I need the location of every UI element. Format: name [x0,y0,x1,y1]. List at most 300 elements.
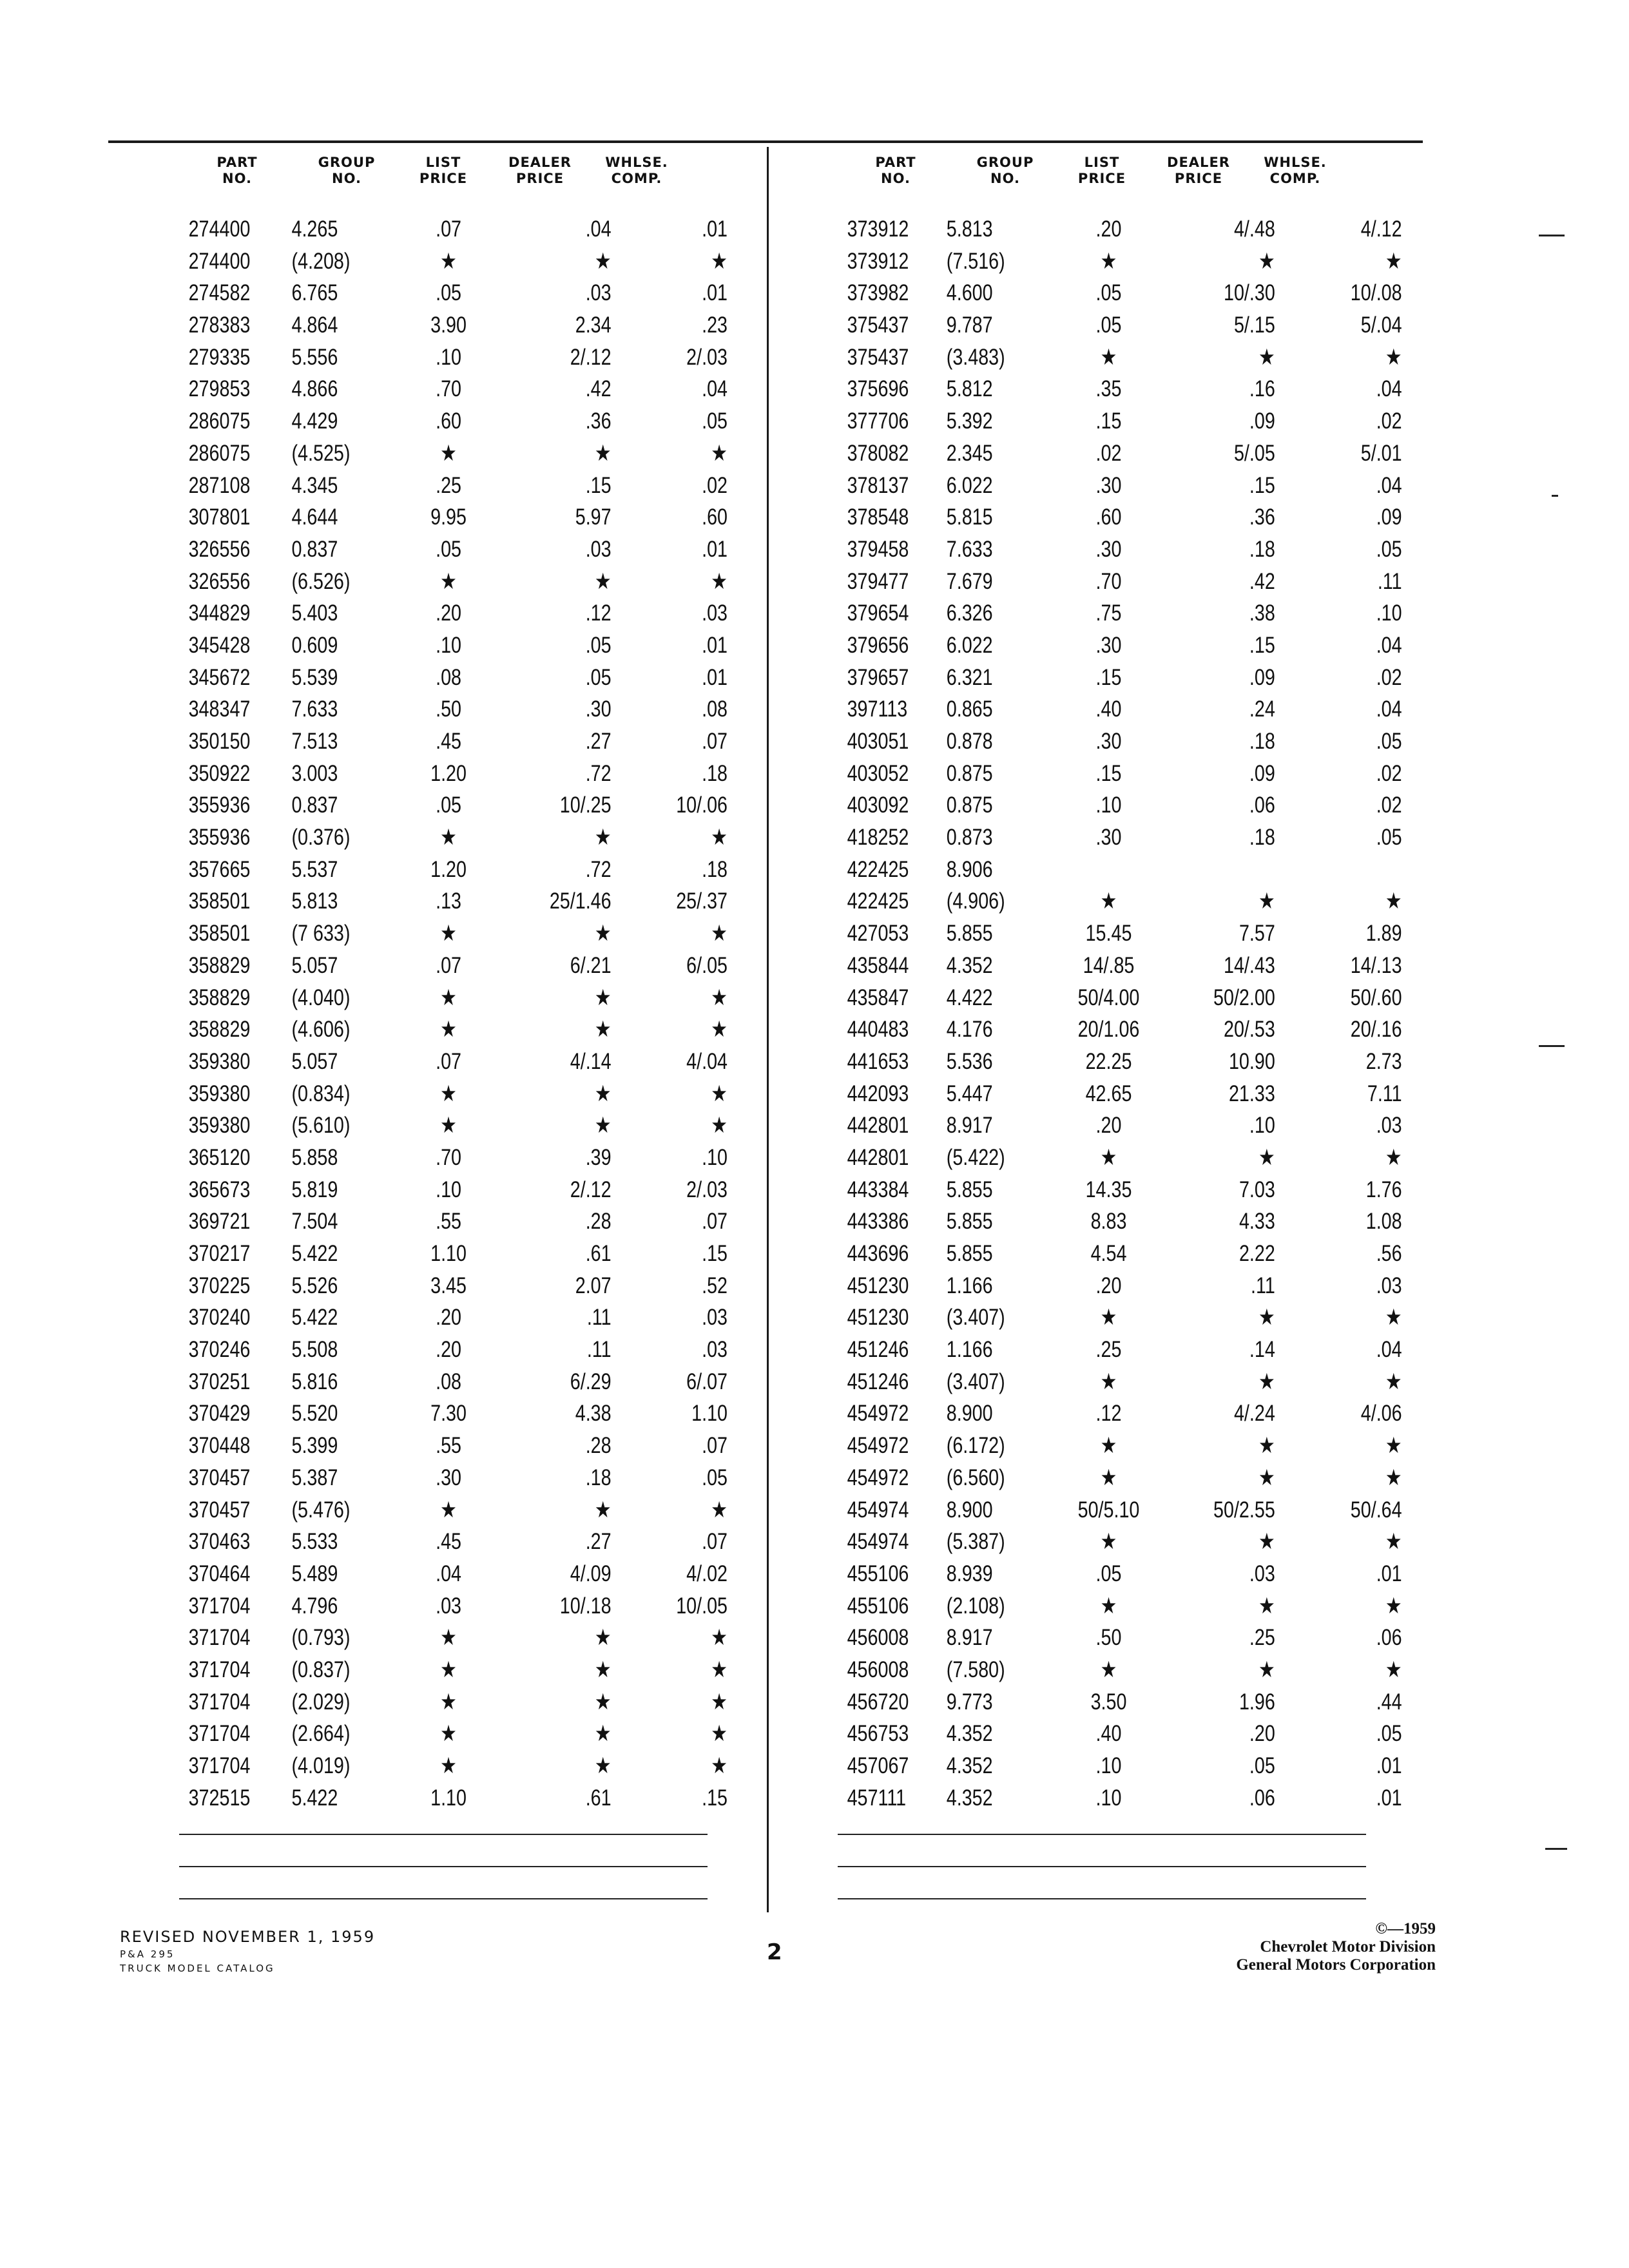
list-price-cell: ★ [1100,1144,1117,1170]
footer-publisher-block [1095,1920,1436,1974]
dealer-price-cell: .06 [1249,793,1275,818]
group-no-cell: 5.533 [291,1529,338,1555]
group-no-cell: 3.003 [291,760,338,786]
part-no-cell: 403092 [847,793,909,818]
part-no-cell: 440483 [847,1017,909,1043]
part-no-cell: 358501 [188,889,251,914]
group-no-cell: 2.345 [946,440,993,466]
list-price-cell: 15.45 [1085,921,1132,947]
group-no-cell: 5.813 [946,216,993,242]
dealer-price-cell: .36 [1249,505,1275,530]
header-list-price: LIST PRICE [419,155,468,186]
part-no-cell: 274582 [188,280,251,306]
whlse-comp-cell: .05 [1376,825,1402,850]
dealer-price-cell: 25/1.46 [549,889,612,914]
part-no-cell: 345672 [188,664,251,690]
list-price-cell: .30 [1095,632,1122,658]
group-no-cell: (2.664) [291,1721,351,1747]
list-price-cell: .08 [436,1369,461,1394]
group-no-cell: (7.516) [946,248,1005,274]
part-no-cell: 378082 [847,440,909,466]
list-price-cell: .07 [436,216,461,242]
list-price-cell: .45 [436,729,461,754]
group-no-cell: 5.855 [946,1209,993,1235]
dealer-price-cell: ★ [594,248,612,274]
list-price-cell: .20 [1095,216,1122,242]
part-no-cell: 442801 [847,1113,909,1139]
whlse-comp-cell: ★ [1385,1657,1402,1682]
group-no-cell: (4.040) [291,985,351,1010]
dealer-price-cell: ★ [594,1081,612,1106]
list-price-cell: ★ [440,1113,457,1139]
part-no-cell: 370448 [188,1433,251,1459]
whlse-comp-cell: .52 [702,1273,728,1298]
part-no-cell: 443696 [847,1241,909,1266]
group-no-cell: (4.906) [946,889,1005,914]
list-price-cell: .05 [436,280,461,306]
dealer-price-cell: 50/2.00 [1213,985,1275,1010]
part-no-cell: 274400 [188,248,251,274]
whlse-comp-cell: ★ [1385,1529,1402,1555]
dealer-price-cell: 7.03 [1239,1177,1275,1202]
whlse-comp-cell: ★ [1385,1144,1402,1170]
whlse-comp-cell: .04 [1376,376,1402,402]
dealer-price-cell: .28 [585,1209,612,1235]
whlse-comp-cell: 5/.04 [1360,312,1402,338]
part-no-cell: 375437 [847,312,909,338]
whlse-comp-cell: .01 [1376,1785,1402,1811]
dealer-price-cell: ★ [1258,1305,1275,1331]
whlse-comp-cell: 4/.12 [1360,216,1402,242]
whlse-comp-cell: ★ [1385,1465,1402,1490]
whlse-comp-cell: ★ [711,921,728,947]
group-no-cell: 7.633 [946,536,993,562]
part-no-cell: 371704 [188,1593,251,1619]
group-no-cell: 0.837 [291,536,338,562]
group-no-cell: 4.644 [291,505,338,530]
dealer-price-cell: .18 [1249,536,1275,562]
list-price-cell: 20/1.06 [1077,1017,1140,1043]
part-no-cell: 287108 [188,472,251,498]
part-no-cell: 355936 [188,793,251,818]
dealer-price-cell: .18 [585,1465,612,1490]
corporation-name: General Motors Corporation [1236,1956,1436,1974]
group-no-cell: 4.864 [291,312,338,338]
group-no-cell: 5.816 [291,1369,338,1394]
whlse-comp-cell: .03 [702,1305,728,1331]
whlse-comp-cell: .04 [702,376,728,402]
whlse-comp-cell: .11 [1377,568,1402,594]
part-no-cell: 456753 [847,1721,909,1747]
whlse-comp-cell: .04 [1376,697,1402,722]
part-no-cell: 441653 [847,1048,909,1074]
part-no-cell: 378137 [847,472,909,498]
list-price-cell: 3.90 [430,312,467,338]
dealer-price-cell: ★ [1258,889,1275,914]
list-price-cell: .30 [1095,472,1122,498]
group-no-cell: (3.407) [946,1369,1005,1394]
whlse-comp-cell: 14/.13 [1350,952,1402,978]
dealer-price-cell: .05 [585,664,612,690]
whlse-comp-cell: .07 [702,729,728,754]
whlse-comp-cell: 10/.06 [676,793,728,818]
copyright: ©—1959 [1375,1920,1436,1937]
dealer-price-cell: ★ [1258,1433,1275,1459]
dealer-price-cell: 1.96 [1239,1689,1275,1715]
dealer-price-cell: ★ [1258,344,1275,370]
group-no-cell: (6.172) [946,1433,1005,1459]
group-no-cell: (3.483) [946,344,1005,370]
whlse-comp-cell: 20/.16 [1350,1017,1402,1043]
whlse-comp-cell: ★ [711,1753,728,1778]
group-no-cell: 0.837 [291,793,338,818]
whlse-comp-cell: ★ [1385,1433,1402,1459]
dealer-price-cell: 21.33 [1228,1081,1275,1106]
whlse-comp-cell: .01 [702,216,728,242]
group-no-cell: 5.812 [946,376,993,402]
whlse-comp-cell: ★ [1385,1369,1402,1394]
whlse-comp-cell: .08 [702,697,728,722]
group-no-cell: 4.352 [946,1721,993,1747]
dealer-price-cell: .36 [585,408,612,434]
whlse-comp-cell: 10/.05 [676,1593,728,1619]
group-no-cell: 6.765 [291,280,338,306]
group-no-cell: 7.679 [946,568,993,594]
whlse-comp-cell: 4/.04 [686,1048,728,1074]
group-no-cell: 0.873 [946,825,993,850]
whlse-comp-cell: 2/.03 [686,1177,728,1202]
dealer-price-cell: ★ [594,1657,612,1682]
part-no-cell: 370240 [188,1305,251,1331]
list-price-cell: .35 [1095,376,1122,402]
list-price-cell: .04 [436,1561,461,1586]
whlse-comp-cell: .02 [1376,760,1402,786]
group-no-cell: 0.878 [946,729,993,754]
list-price-cell: .02 [1095,440,1122,466]
whlse-comp-cell: ★ [1385,1305,1402,1331]
group-no-cell: (5.422) [946,1144,1005,1170]
list-price-cell: .30 [1095,536,1122,562]
group-no-cell: 5.819 [291,1177,338,1202]
dealer-price-cell: 2.22 [1239,1241,1275,1266]
list-price-cell: 14.35 [1085,1177,1132,1202]
list-price-cell: .25 [436,472,461,498]
dealer-price-cell: ★ [594,568,612,594]
group-no-cell: (2.029) [291,1689,351,1715]
list-price-cell: .20 [1095,1273,1122,1298]
whlse-comp-cell: 1.10 [691,1401,728,1427]
whlse-comp-cell: ★ [711,1689,728,1715]
group-no-cell: 9.773 [946,1689,993,1715]
list-price-cell: ★ [440,825,457,850]
dealer-price-cell: .09 [1249,760,1275,786]
list-price-cell: .10 [436,344,461,370]
list-price-cell: .40 [1095,1721,1122,1747]
group-no-cell: 5.526 [291,1273,338,1298]
whlse-comp-cell: 2/.03 [686,344,728,370]
whlse-comp-cell: ★ [711,248,728,274]
group-no-cell: 7.513 [291,729,338,754]
list-price-cell: 3.45 [430,1273,467,1298]
dealer-price-cell: ★ [1258,248,1275,274]
list-price-cell: .10 [436,1177,461,1202]
blank-rule [179,1866,708,1867]
margin-mark [1552,495,1558,497]
whlse-comp-cell: .18 [702,856,728,882]
group-no-cell: (0.793) [291,1625,351,1651]
dealer-price-cell: 7.57 [1239,921,1275,947]
margin-mark [1539,235,1565,236]
group-no-cell: 0.865 [946,697,993,722]
dealer-price-cell: 4/.14 [570,1048,612,1074]
group-no-cell: 7.504 [291,1209,338,1235]
list-price-cell: .10 [1095,1785,1122,1811]
group-no-cell: (5.610) [291,1113,351,1139]
list-price-cell: 1.20 [430,856,467,882]
dealer-price-cell: .61 [585,1241,612,1266]
whlse-comp-cell: ★ [711,985,728,1010]
group-no-cell: 5.387 [291,1465,338,1490]
header-part-no: PART NO. [217,155,258,186]
margin-mark [1545,1848,1567,1850]
dealer-price-cell: 4.33 [1239,1209,1275,1235]
whlse-comp-cell: .10 [702,1144,728,1170]
dealer-price-cell: .72 [585,760,612,786]
group-no-cell: 5.057 [291,952,338,978]
group-no-cell: 5.556 [291,344,338,370]
dealer-price-cell: 4.38 [575,1401,612,1427]
dealer-price-cell: .38 [1249,601,1275,626]
list-price-cell: 14/.85 [1083,952,1135,978]
part-no-cell: 371704 [188,1689,251,1715]
dealer-price-cell: .42 [1249,568,1275,594]
dealer-price-cell: 10/.30 [1224,280,1275,306]
dealer-price-cell: .27 [585,729,612,754]
list-price-cell: .30 [436,1465,461,1490]
group-no-cell: 0.609 [291,632,338,658]
part-no-cell: 370225 [188,1273,251,1298]
list-price-cell: 1.20 [430,760,467,786]
whlse-comp-cell: .02 [1376,664,1402,690]
part-no-cell: 365673 [188,1177,251,1202]
group-no-cell: 1.166 [946,1273,993,1298]
whlse-comp-cell: 10/.08 [1350,280,1402,306]
list-price-cell: ★ [440,985,457,1010]
group-no-cell: 5.403 [291,601,338,626]
list-price-cell: .10 [1095,1753,1122,1778]
group-no-cell: (7.580) [946,1657,1005,1682]
dealer-price-cell: ★ [1258,1529,1275,1555]
dealer-price-cell: .16 [1249,376,1275,402]
whlse-comp-cell: .01 [702,536,728,562]
part-no-cell: 435847 [847,985,909,1010]
part-no-cell: 375437 [847,344,909,370]
whlse-comp-cell: ★ [711,568,728,594]
list-price-cell: .30 [1095,825,1122,850]
group-no-cell: 6.022 [946,472,993,498]
group-no-cell: 4.352 [946,952,993,978]
dealer-price-cell: .18 [1249,825,1275,850]
part-no-cell: 370246 [188,1337,251,1363]
header-dealer-price: DEALER PRICE [1167,155,1230,186]
whlse-comp-cell: 1.08 [1365,1209,1402,1235]
whlse-comp-cell: ★ [711,1497,728,1523]
list-price-cell: 50/4.00 [1077,985,1140,1010]
group-no-cell: 1.166 [946,1337,993,1363]
group-no-cell: 4.600 [946,280,993,306]
dealer-price-cell: ★ [594,1113,612,1139]
list-price-cell: .05 [1095,1561,1122,1586]
group-no-cell: 5.399 [291,1433,338,1459]
list-price-cell: ★ [1100,1593,1117,1619]
group-no-cell: 5.520 [291,1401,338,1427]
part-no-cell: 372515 [188,1785,251,1811]
dealer-price-cell: .11 [1251,1273,1275,1298]
dealer-price-cell: 5.97 [575,505,612,530]
dealer-price-cell: ★ [594,1497,612,1523]
revised-date: REVISED NOVEMBER 1, 1959 [120,1928,376,1946]
part-no-cell: 370464 [188,1561,251,1586]
part-no-cell: 375696 [847,376,909,402]
part-no-cell: 456008 [847,1625,909,1651]
group-no-cell: (6.526) [291,568,351,594]
part-no-cell: 326556 [188,568,251,594]
part-no-cell: 442093 [847,1081,909,1106]
whlse-comp-cell: ★ [1385,344,1402,370]
part-no-cell: 357665 [188,856,251,882]
part-no-cell: 422425 [847,856,909,882]
group-no-cell: 5.422 [291,1785,338,1811]
whlse-comp-cell: .18 [702,760,728,786]
group-no-cell: (0.376) [291,825,351,850]
part-no-cell: 435844 [847,952,909,978]
whlse-comp-cell: 50/.60 [1350,985,1402,1010]
blank-rule [838,1866,1366,1867]
list-price-cell: .60 [1095,505,1122,530]
group-no-cell: 5.057 [291,1048,338,1074]
whlse-comp-cell: 6/.07 [686,1369,728,1394]
dealer-price-cell: .03 [585,280,612,306]
part-no-cell: 454974 [847,1529,909,1555]
part-no-cell: 454972 [847,1401,909,1427]
list-price-cell: ★ [440,1753,457,1778]
group-no-cell: 5.447 [946,1081,993,1106]
dealer-price-cell: 4/.09 [570,1561,612,1586]
catalog-name: TRUCK MODEL CATALOG [120,1963,275,1974]
part-no-cell: 371704 [188,1753,251,1778]
header-group-no: GROUP NO. [976,155,1034,186]
whlse-comp-cell: .15 [702,1241,728,1266]
dealer-price-cell: .20 [1249,1721,1275,1747]
group-no-cell: (4.019) [291,1753,351,1778]
group-no-cell: 5.539 [291,664,338,690]
list-price-cell: .20 [436,1337,461,1363]
dealer-price-cell: .25 [1249,1625,1275,1651]
dealer-price-cell: .15 [1249,632,1275,658]
group-no-cell: 0.875 [946,760,993,786]
dealer-price-cell: 10/.25 [559,793,612,818]
dealer-price-cell: .28 [585,1433,612,1459]
list-price-cell: ★ [1100,1465,1117,1490]
header-whlse-comp: WHLSE. COMP. [1264,155,1327,186]
part-no-cell: 344829 [188,601,251,626]
list-price-cell: ★ [1100,1529,1117,1555]
whlse-comp-cell: ★ [711,1657,728,1682]
group-no-cell: (4.525) [291,440,351,466]
part-no-cell: 454974 [847,1497,909,1523]
part-no-cell: 286075 [188,408,251,434]
group-no-cell: (5.476) [291,1497,351,1523]
dealer-price-cell: .39 [585,1144,612,1170]
dealer-price-cell: .72 [585,856,612,882]
catalog-code: P&A 295 [120,1948,175,1960]
whlse-comp-cell: ★ [711,825,728,850]
part-no-cell: 377706 [847,408,909,434]
part-no-cell: 370457 [188,1497,251,1523]
dealer-price-cell: 10/.18 [559,1593,612,1619]
whlse-comp-cell: 4/.06 [1360,1401,1402,1427]
dealer-price-cell: 14/.43 [1224,952,1275,978]
blank-rule [838,1834,1366,1835]
list-price-cell: .05 [436,793,461,818]
part-no-cell: 451246 [847,1369,909,1394]
part-no-cell: 370429 [188,1401,251,1427]
group-no-cell: 4.866 [291,376,338,402]
group-no-cell: 4.345 [291,472,338,498]
list-price-cell: 4.54 [1090,1241,1127,1266]
part-no-cell: 379477 [847,568,909,594]
dealer-price-cell: .03 [1249,1561,1275,1586]
whlse-comp-cell: ★ [711,1113,728,1139]
part-no-cell: 358829 [188,1017,251,1043]
list-price-cell: 50/5.10 [1077,1497,1140,1523]
list-price-cell: ★ [440,1689,457,1715]
dealer-price-cell: .05 [1249,1753,1275,1778]
group-no-cell: (5.387) [946,1529,1005,1555]
part-no-cell: 358501 [188,921,251,947]
part-no-cell: 373912 [847,216,909,242]
blank-rule [179,1898,708,1899]
part-no-cell: 443384 [847,1177,909,1202]
part-no-cell: 370463 [188,1529,251,1555]
group-no-cell: 5.855 [946,1177,993,1202]
whlse-comp-cell: 1.76 [1365,1177,1402,1202]
whlse-comp-cell: .07 [702,1433,728,1459]
whlse-comp-cell: .02 [1376,408,1402,434]
header-list-price: LIST PRICE [1077,155,1126,186]
list-price-cell: ★ [440,1497,457,1523]
part-no-cell: 371704 [188,1721,251,1747]
whlse-comp-cell: .60 [702,505,728,530]
group-no-cell: 9.787 [946,312,993,338]
dealer-price-cell: .15 [1249,472,1275,498]
dealer-price-cell: 2/.12 [570,1177,612,1202]
whlse-comp-cell: .01 [702,280,728,306]
whlse-comp-cell: .01 [1376,1561,1402,1586]
part-no-cell: 379656 [847,632,909,658]
group-no-cell: 8.900 [946,1497,993,1523]
whlse-comp-cell: .03 [1376,1113,1402,1139]
whlse-comp-cell: .01 [1376,1753,1402,1778]
part-no-cell: 371704 [188,1625,251,1651]
list-price-cell: .50 [1095,1625,1122,1651]
list-price-cell: .20 [436,601,461,626]
dealer-price-cell: ★ [1258,1369,1275,1394]
dealer-price-cell: .03 [585,536,612,562]
dealer-price-cell: 20/.53 [1224,1017,1275,1043]
group-no-cell: 4.422 [946,985,993,1010]
group-no-cell: 6.321 [946,664,993,690]
